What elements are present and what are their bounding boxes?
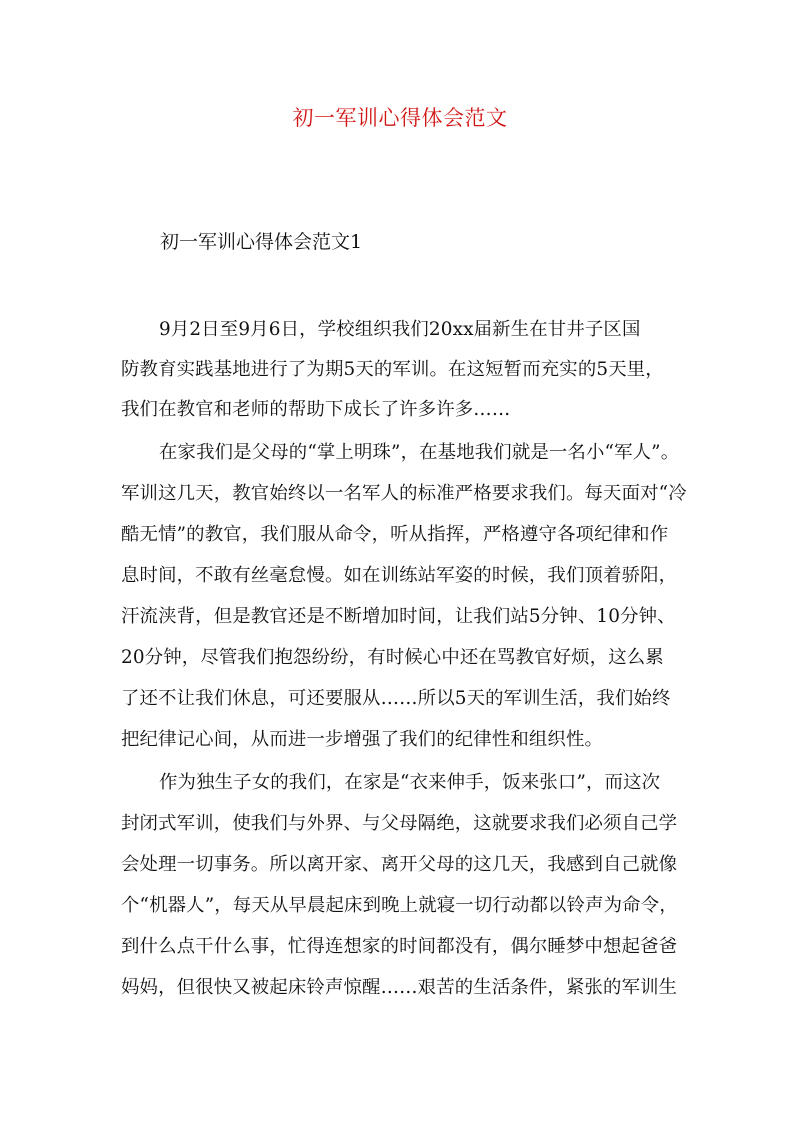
text-line: 9月2日至9月6日，学校组织我们20xx届新生在甘井子区国 (159, 319, 641, 340)
text-line: 汗流浃背，但是教官还是不断增加时间，让我们站5分钟、10分钟、 (121, 606, 676, 627)
text-line: 军训这几天，教官始终以一名军人的标准严格要求我们。每天面对“冷 (121, 483, 687, 504)
text-line: 防教育实践基地进行了为期5天的军训。在这短暂而充实的5天里， (121, 359, 664, 380)
text-line: 酷无情”的教官，我们服从命令，听从指挥，严格遵守各项纪律和作 (121, 524, 669, 545)
text-line: 个“机器人”，每天从早晨起床到晚上就寝一切行动都以铃声为命令， (121, 895, 678, 916)
text-line: 在家我们是父母的“掌上明珠”，在基地我们就是一名小“军人”。 (159, 442, 680, 463)
text-line: 封闭式军训，使我们与外界、与父母隔绝，这就要求我们必须自己学 (121, 813, 678, 834)
text-line: 息时间，不敢有丝毫怠慢。如在训练站军姿的时候，我们顶着骄阳， (121, 565, 678, 586)
text-line: 我们在教官和老师的帮助下成长了许多许多…… (121, 399, 511, 420)
text-line: 妈妈，但很快又被起床铃声惊醒……艰苦的生活条件，紧张的军训生 (121, 977, 678, 998)
text-line: 了还不让我们休息，可还要服从……所以5天的军训生活，我们始终 (121, 688, 671, 709)
text-line: 到什么点干什么事，忙得连想家的时间都没有，偶尔睡梦中想起爸爸 (121, 936, 678, 957)
text-line: 会处理一切事务。所以离开家、离开父母的这几天，我感到自己就像 (121, 854, 678, 875)
text-line: 把纪律记心间，从而进一步增强了我们的纪律性和组织性。 (121, 729, 604, 750)
text-line: 作为独生子女的我们，在家是“衣来伸手，饭来张口”，而这次 (159, 772, 661, 793)
text-line: 20分钟，尽管我们抱怨纷纷，有时候心中还在骂教官好烦，这么累 (121, 647, 664, 668)
document-title: 初一军训心得体会范文 (292, 106, 508, 130)
section-heading: 初一军训心得体会范文1 (160, 231, 363, 253)
